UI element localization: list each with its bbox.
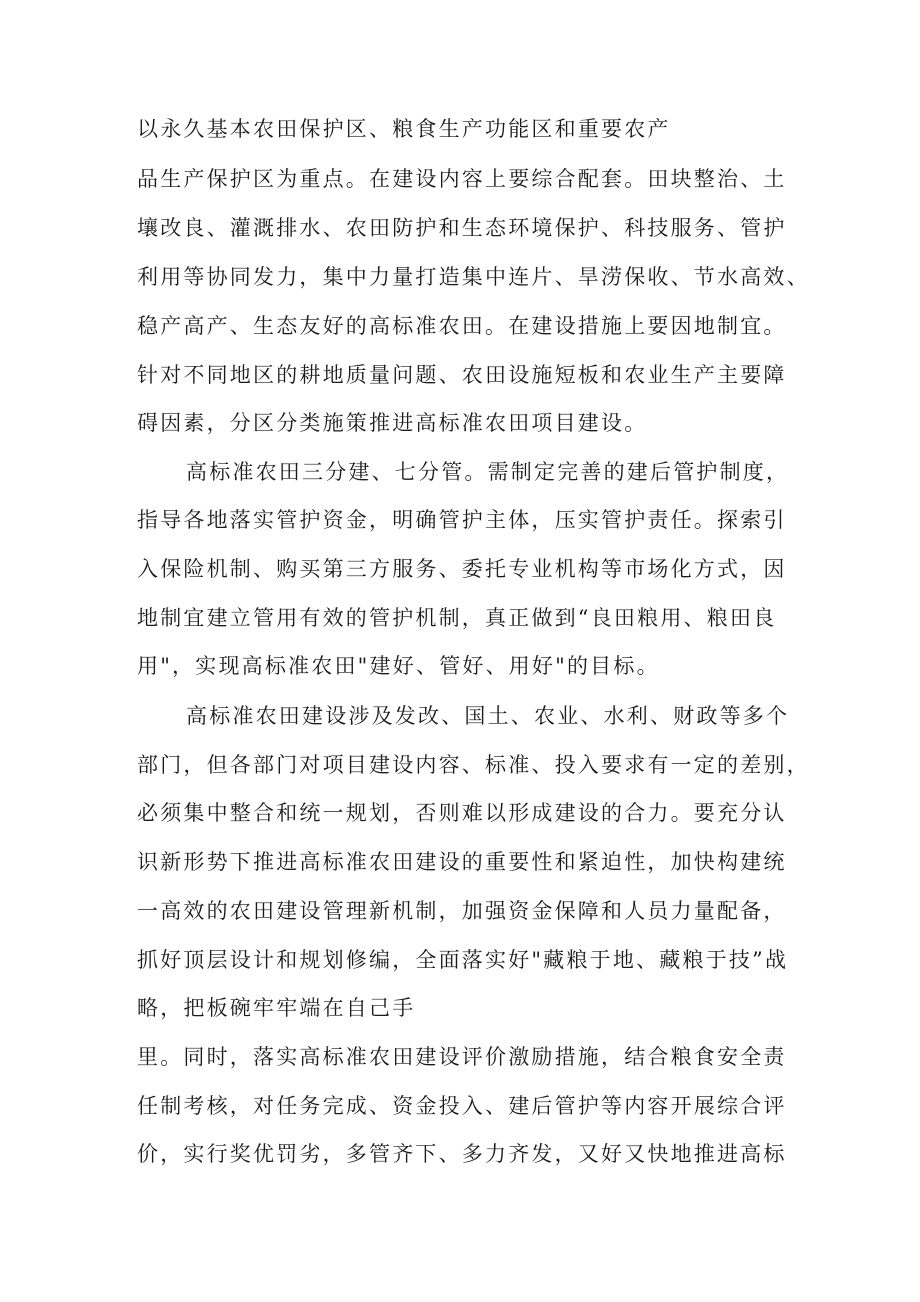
text-line: 一高效的农田建设管理新机制，加强资金保障和人员力量配备，	[137, 899, 787, 923]
paragraph-first-line: 高标准农田三分建、七分管。需制定完善的建后管护制度，	[186, 460, 790, 484]
text-line: 入保险机制、购买第三方服务、委托专业机构等市场化方式，因	[137, 557, 787, 581]
text-line: 略，把板碗牢牢端在自己手	[137, 996, 416, 1020]
text-line: 抓好顶层设计和规划修编，全面落实好"藏粮于地、藏粮于技”战	[137, 948, 789, 972]
text-line: 识新形势下推进高标准农田建设的重要性和紧迫性，加快构建统	[137, 850, 787, 874]
text-line: 稳产高产、生态友好的高标准农田。在建设措施上要因地制宜。	[137, 314, 787, 338]
text-line: 部门，但各部门对项目建设内容、标准、投入要求有一定的差别，	[137, 753, 810, 777]
text-line: 利用等协同发力，集中力量打造集中连片、旱涝保收、节水高效、	[137, 265, 810, 289]
text-line: 用"，实现高标准农田"建好、管好、用好"的目标。	[137, 654, 660, 678]
text-line: 里。同时，落实高标准农田建设评价激励措施，结合粮食安全责	[137, 1045, 787, 1069]
text-line: 以永久基本农田保护区、粮食生产功能区和重要农产	[137, 117, 671, 141]
text-line: 指导各地落实管护资金，明确管护主体，压实管护责任。探索引	[137, 508, 787, 532]
text-line: 必须集中整合和统一规划，否则难以形成建设的合力。要充分认	[137, 801, 787, 825]
text-line: 品生产保护区为重点。在建设内容上要综合配套。田块整治、土	[137, 167, 787, 191]
text-line: 地制宜建立管用有效的管护机制，真正做到“良田粮用、粮田良	[137, 606, 777, 630]
text-line: 价，实行奖优罚劣，多管齐下、多力齐发，又好又快地推进高标	[137, 1142, 787, 1166]
text-line: 碍因素，分区分类施策推进高标准农田项目建设。	[137, 411, 648, 435]
text-line: 针对不同地区的耕地质量问题、农田设施短板和农业生产主要障	[137, 363, 787, 387]
paragraph-first-line: 高标准农田建设涉及发改、国土、农业、水利、财政等多个	[186, 704, 790, 728]
text-line: 任制考核，对任务完成、资金投入、建后管护等内容开展综合评	[137, 1094, 787, 1118]
text-line: 壤改良、灌溉排水、农田防护和生态环境保护、科技服务、管护	[137, 216, 787, 240]
